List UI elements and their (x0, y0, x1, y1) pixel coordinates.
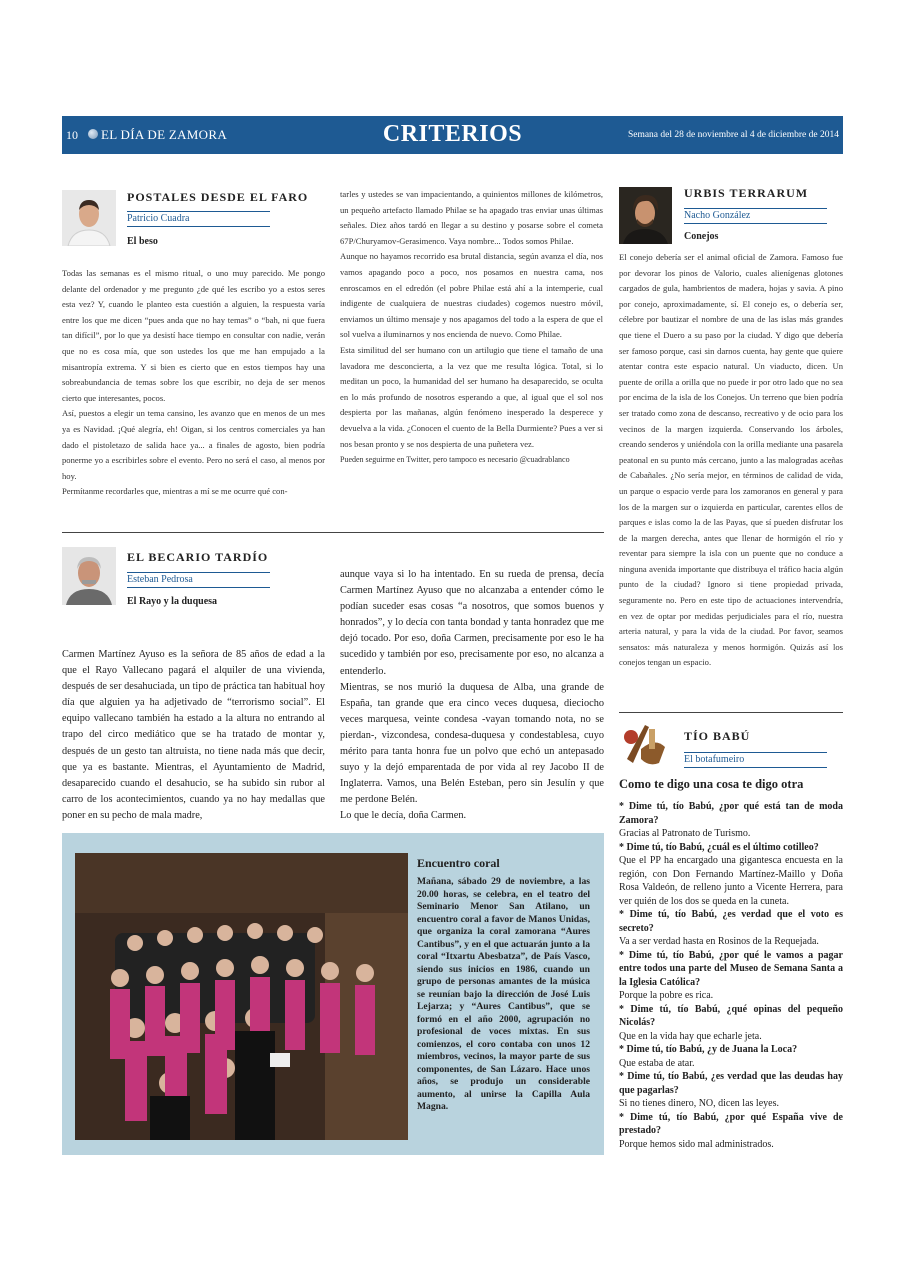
botafumeiro-icon (619, 719, 671, 771)
answer: Que el PP ha encargado una gigantesca encuesta en la región, con Don Fernando Martínez-Maillo y Doña Rosa Valdeón, de relleno junto a Vicente Herrera, para ver quién de los dos se queda en la cuneta. (619, 855, 843, 907)
choir-image (75, 853, 408, 1140)
question: * Dime tú, tío Babú, ¿por qué está tan de moda Zamora? (619, 801, 843, 826)
coral-text: Mañana, sábado 29 de noviembre, a las 20.00 horas, se celebra, en el teatro del Seminario Menor San Atilano, un encuentro coral a favor de Manos Unidas, que organiza la coral zamorana “Aures Cantibus”, y en el que actuarán junto a la coral “Itxartu Abesbatza”, de País Vasco, siendo sus inicios en 1986, cuando un grupo de personas amantes de la música se reunían bajo la dirección de José Luis Lejarza; y “Aures Cantibus”, que se formó en el año 2000, agrupación no profesional de voces mixtas. En sus comienzos, el coro contaba con unos 12 miembros, vecinos, la mayor parte de sus componentes, de San Lázaro. Hace unos años, se produjo un considerable aumento, al unirse la Capilla Aula Magna. (417, 876, 590, 1112)
question: * Dime tú, tío Babú, ¿qué opinas del pequeño Nicolás? (619, 1003, 843, 1028)
portrait-image (619, 187, 672, 244)
tio-babu-illustration (619, 719, 671, 771)
column-subtitle: El Rayo y la duquesa (127, 596, 218, 607)
answer: Porque hemos sido mal administrados. (619, 1138, 774, 1150)
paragraph: Carmen Martínez Ayuso es la señora de 85 años de edad a la que el Rayo Vallecano pagará el alquiler de una vivienda, después de ser desahuciada, un tipo de práctica tan habitual hoy día que alguien ya ha adjetivado de “terrorismo social”. El equipo vallecano también ha estado a la altura no entrando al trapo del circo mediático que se ha tratado de montar y, después de un gesto tan altruista, no tiene nada más que decir, que ya es bastante. Mientras, el Ayuntamiento de Madrid, desaparecido cuando el desahucio, se ha subido sin rubor al carro de los acontecimientos, cuando ya no hay medallas que poner en su pecho de mala madre, (62, 649, 325, 821)
question: * Dime tú, tío Babú, ¿es verdad que el voto es secreto? (619, 909, 843, 934)
question: * Dime tú, tío Babú, ¿por qué le vamos a pagar entre todos una parte del Museo de Semana Santa a la Iglesia Católica? (619, 949, 843, 988)
article-body-col1 (62, 266, 325, 500)
paragraph: El conejo debería ser el animal oficial de Zamora. Famoso fue por devorar los pinos de Valorio, cuales alienígenas glotones cargados de gula, hambrientos de madera, hojas y savia. A pino por conejo, aproximadamente, sí. El conejo es, o debería ser, célebre por bautizar el nombre de una de las islas más grandes que tiene el Duero a su paso por la ciudad. Y digo que debería ser famoso porque, casi sin darnos cuenta, hay gente que quiere atentar contra este espacio natural. Un viaducto, dicen. Un puente de orilla a orilla que no puede ir por otro lado que no sea por encima de la isla de los Conejos. Un terreno que bien podría ser tratado como zona de descanso, recreativo y de ocio para los vecinos de la margen izquierda. Conservando los árboles, creando senderos y uniéndola con la orilla mediante una pasarela peatonal en su punto más cercano, junto a las malogradas aceñas de Cabañales. ¿No sería mejor, en términos de calidad de vida, un parque o espacio verde para los zamoranos en general y para los de la margen sur o izquierda en particular, carentes ellos de parques e islas como la de las Payas, que sí pueden disfrutar los de la margen derecha, antes que llenar de hormigón el río y reventar para siempre la isla con un puente que no conduce a ninguna avenida importante que distribuya el tráfico hacia algún punto de la ciudad? Ignoro si tiene propiedad privada, seguramente no. Pero en este tipo de actuaciones intervendría, en vez de optar por medidas perjudiciales para el río, nuestra arteria natural, y para la vida de la ciudad. Por favor, seamos sensatos: más naturaleza y menos hormigón. Quizás así los conejos tengan un espacio. (619, 252, 843, 668)
paragraph: Lo que le decía, doña Carmen. (340, 810, 467, 822)
paper-name: EL DÍA DE ZAMORA (101, 127, 228, 142)
answer: Que estaba de atar. (619, 1057, 695, 1069)
page-number: 10 (66, 128, 78, 142)
paragraph: Aunque no hayamos recorrido esa brutal distancia, según avanza el día, nos vamos apagando poco a poco, nos posamos en nuestra cama, nos enroscamos en el edredón (el pobre Philae está ahí a la intemperie, cual indigente de cualquiera de nuestras ciudades) cogemos nuestro móvil, enviamos un último mensaje y nos apagamos del todo a la espera de que el sol vuelva a iluminarnos y nos encienda de nuevo. Como Philae. (340, 251, 603, 340)
author-photo-esteban (62, 547, 116, 605)
column-subtitle: Conejos (684, 231, 719, 242)
column-title: EL BECARIO TARDÍO (127, 550, 269, 564)
section-title: CRITERIOS (382, 121, 523, 147)
column-subtitle: El beso (127, 236, 158, 247)
coral-feature-box (62, 833, 604, 1155)
question: * Dime tú, tío Babú, ¿cuál es el último cotilleo? (619, 841, 819, 853)
article-body (619, 250, 843, 671)
answer: Va a ser verdad hasta en Rosinos de la Requejada. (619, 936, 819, 947)
paragraph: Así, puestos a elegir un tema cansino, les avanzo que en menos de un mes ya es Navidad. ¡Qué alegría, eh! Oigan, si los centros comerciales ya han dado el pistoletazo de salida hace ya... a finales de agosto, bien podría ponerme yo a escribirles sobre el evento. Pero no será el caso, al menos por hoy. (62, 408, 325, 481)
answer: Que en la vida hay que echarle jeta. (619, 1030, 762, 1042)
divider (619, 712, 843, 713)
paragraph: Mientras, se nos murió la duquesa de Alba, una grande de España, tan grande que era cinco veces duquesa, dieciocho veces marquesa, veinte condesa -vayan tomando nota, no se pierdan-, vizcondesa, condesa-duquesa y condestablesa, cuyo mérito para tanta honra fue un polvo que echó un antepasado suyo y la dejó emparentada de por vida al rey Jacobo II de Inglaterra. Vamos, una Belén Esteban, pero sin Jesulín y que me perdone Belén. (340, 681, 604, 806)
author-photo-nacho (619, 187, 672, 244)
author-name: El botafumeiro (684, 752, 827, 768)
column-title: POSTALES DESDE EL FARO (127, 190, 309, 204)
column-subtitle: Como te digo una cosa te digo otra (619, 777, 804, 791)
author-name: Esteban Pedrosa (127, 572, 270, 588)
paragraph: Permítanme recordarles que, mientras a mí se me ocurre qué con- (62, 486, 288, 497)
answer: Porque la pobre es rica. (619, 990, 714, 1001)
answer: Si no tienes dinero, NO, dicen las leyes. (619, 1098, 779, 1109)
answer: Gracias al Patronato de Turismo. (619, 828, 751, 839)
question: * Dime tú, tío Babú, ¿por qué España vive de prestado? (619, 1111, 843, 1136)
author-name: Patricio Cuadra (127, 211, 270, 227)
coral-title: Encuentro coral (417, 856, 500, 870)
choir-photo (75, 853, 408, 1140)
author-photo-patricio (62, 190, 116, 246)
question: * Dime tú, tío Babú, ¿es verdad que las deudas hay que pagarlas? (619, 1071, 843, 1096)
article-body-col2 (340, 187, 603, 468)
paragraph: Todas las semanas es el mismo ritual, o uno muy parecido. Me pongo delante del ordenador y me pregunto ¿de qué les escribo yo a estos seres esta vez? Y, cuando le planteo esta cuestión a alguien, la respuesta varía entre los que me dicen “pues anda que no hay temas” o “bah, ni que fuera tan difícil”, por lo que ya desistí hace tiempo en consultar con nadie, verán que no es cosa mía, que son ustedes los que me han empujado a la misantropía extrema. Y si bien es cierto que en estos tiempos hay una sobreabundancia de temas sobre los que escribir, no deja de ser menos cierto que interesantes, pocos. (62, 268, 325, 403)
footnote: Pueden seguirme en Twitter, pero tampoco es necesario @cuadrablanco (340, 455, 570, 465)
divider (62, 532, 604, 533)
question: * Dime tú, tío Babú, ¿y de Juana la Loca? (619, 1044, 798, 1055)
article-body-col2 (340, 567, 604, 825)
paragraph: aunque vaya si lo ha intentado. En su rueda de prensa, decía Carmen Martínez Ayuso que no alcanzaba a entender cómo le podían suceder esas cosas “a nosotros, que somos buenos y honrados”, y lo decía con tanta bondad y tanta honradez que me dejó tocado. Por eso, doña Carmen, precisamente por eso le ha sucedido y también por eso, precisamente por eso, no alcanza a entenderlo. (340, 569, 604, 677)
portrait-image (62, 547, 116, 605)
paragraph: tarles y ustedes se van impacientando, a quinientos millones de kilómetros, un pequeño artefacto llamado Philae se ha apagado tras enviar unas últimas señales. Diez años tardó en llegar a su destino y posarse sobre el cometa 67P/Churyamov-Gerasimenco. Vaya nombre... Todos somos Philae. (340, 189, 603, 246)
author-name: Nacho González (684, 208, 827, 224)
column-title: TÍO BABÚ (684, 729, 751, 743)
issue-date: Semana del 28 de noviembre al 4 de diciembre de 2014 (627, 130, 839, 140)
qa-list (619, 800, 843, 1151)
portrait-image (62, 190, 116, 246)
section-banner (62, 116, 843, 154)
column-title: URBIS TERRARUM (684, 186, 809, 200)
paragraph: Esta similitud del ser humano con un artilugio que tiene el tamaño de una lavadora me desconcierta, a la vez que me resulta lógica. Total, si lo meditan un poco, la humanidad del ser humano ha desaparecido, se oculta en lo más profundo de nosotros esperando a que, al igual que el sol nos despierta por las mañanas, algún fenómeno inesperado la desperece y devuelva a la vida. ¿Conocen el cuento de la Bella Durmiente? Pues a ver si nos besan pronto y se nos despierta de una puñetera vez. (340, 344, 603, 449)
article-body-col1 (62, 647, 325, 824)
